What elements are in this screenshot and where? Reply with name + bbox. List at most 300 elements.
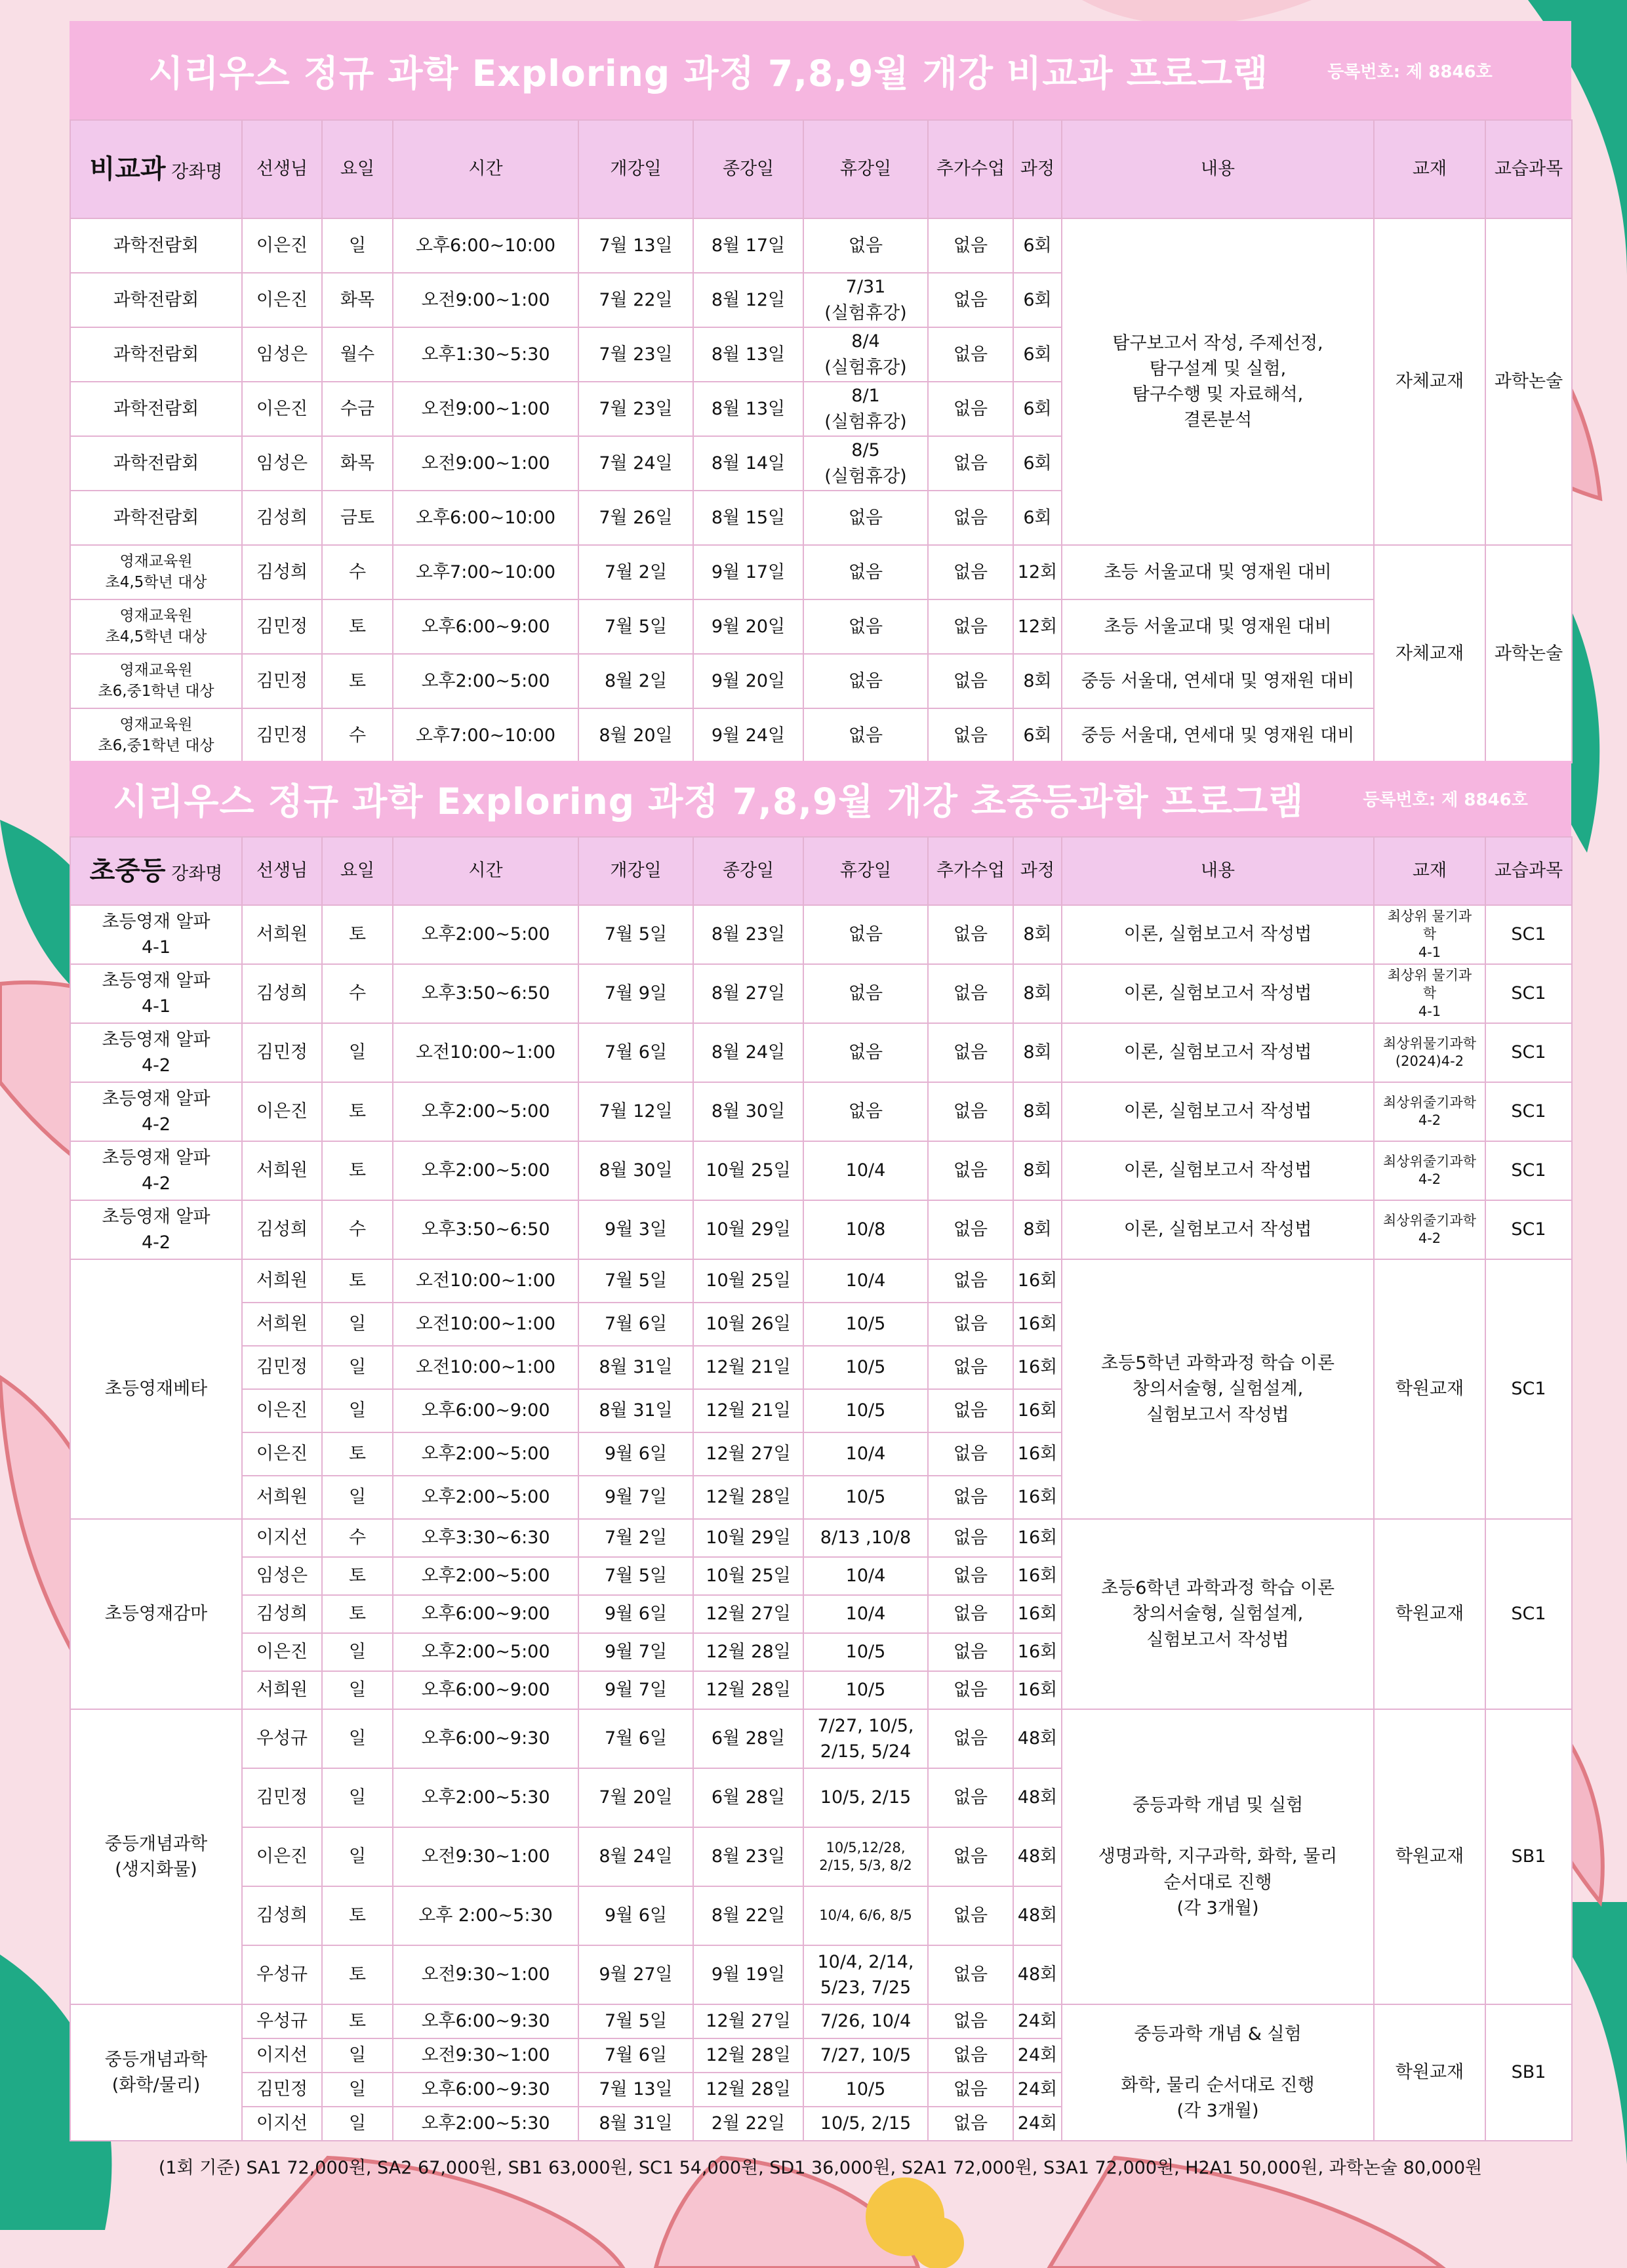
end-date-cell: 9월 20일 [693, 654, 803, 708]
content-cell: 초등6학년 과학과정 학습 이론 창의서술형, 실험설계, 실험보고서 작성법 [1062, 1519, 1374, 1709]
time-cell: 오후2:00~5:00 [393, 1557, 578, 1595]
table-row [70, 964, 1572, 1023]
teacher-cell: 이은진 [242, 1633, 322, 1671]
teacher-cell: 이은진 [242, 1827, 322, 1886]
start-date-cell: 7월 24일 [578, 436, 693, 491]
header-day: 요일 [322, 120, 393, 218]
header-sessions: 과정 [1013, 837, 1062, 905]
sessions-cell: 16회 [1013, 1389, 1062, 1432]
sessions-cell: 8회 [1013, 964, 1062, 1023]
start-date-cell: 8월 31일 [578, 1389, 693, 1432]
header-time: 시간 [393, 120, 578, 218]
start-date-cell: 7월 23일 [578, 327, 693, 382]
table-row [70, 1023, 1572, 1082]
teacher-cell: 우성규 [242, 1709, 322, 1768]
start-date-cell: 8월 2일 [578, 654, 693, 708]
break-cell: 없음 [803, 218, 928, 273]
day-cell: 토 [322, 905, 393, 964]
time-cell: 오후2:00~5:00 [393, 1633, 578, 1671]
teacher-cell: 이지선 [242, 1519, 322, 1557]
start-date-cell: 7월 20일 [578, 1768, 693, 1827]
start-date-cell: 8월 31일 [578, 2107, 693, 2141]
break-cell: 10/8 [803, 1200, 928, 1259]
break-cell: 7/27, 10/5, 2/15, 5/24 [803, 1709, 928, 1768]
book-cell: 자체교재 [1374, 545, 1485, 763]
break-cell: 없음 [803, 964, 928, 1023]
start-date-cell: 7월 5일 [578, 1557, 693, 1595]
header-end: 종강일 [693, 837, 803, 905]
time-cell: 오후 2:00~5:30 [393, 1886, 578, 1945]
time-cell: 오후1:30~5:30 [393, 327, 578, 382]
course-name-cell: 과학전람회 [70, 491, 242, 545]
day-cell: 수 [322, 708, 393, 763]
day-cell: 일 [322, 1709, 393, 1768]
header-teacher: 선생님 [242, 837, 322, 905]
extra-class-cell: 없음 [928, 708, 1013, 763]
end-date-cell: 8월 14일 [693, 436, 803, 491]
break-cell: 8/13 ,10/8 [803, 1519, 928, 1557]
start-date-cell: 9월 6일 [578, 1886, 693, 1945]
extra-class-cell: 없음 [928, 1259, 1013, 1303]
header-book: 교재 [1374, 837, 1485, 905]
day-cell: 토 [322, 1945, 393, 2004]
teacher-cell: 김민정 [242, 2073, 322, 2107]
extra-class-cell: 없음 [928, 1023, 1013, 1082]
start-date-cell: 7월 6일 [578, 2038, 693, 2073]
section1-title: 시리우스 정규 과학 Exploring 과정 7,8,9월 개강 비교과 프로그램 [148, 52, 1269, 94]
extra-class-cell: 없음 [928, 1671, 1013, 1709]
time-cell: 오후2:00~5:00 [393, 1082, 578, 1141]
header-teacher: 선생님 [242, 120, 322, 218]
time-cell: 오후6:00~10:00 [393, 491, 578, 545]
subject-cell: SC1 [1485, 1023, 1572, 1082]
teacher-cell: 서희원 [242, 905, 322, 964]
break-cell: 10/5 [803, 1346, 928, 1389]
time-cell: 오전9:00~1:00 [393, 273, 578, 327]
break-cell: 10/4 [803, 1557, 928, 1595]
course-name-cell: 초등영재 알파 4-2 [70, 1141, 242, 1200]
start-date-cell: 8월 24일 [578, 1827, 693, 1886]
day-cell: 일 [322, 1303, 393, 1346]
header-end: 종강일 [693, 120, 803, 218]
start-date-cell: 7월 26일 [578, 491, 693, 545]
start-date-cell: 7월 9일 [578, 964, 693, 1023]
extra-class-cell: 없음 [928, 1519, 1013, 1557]
book-cell: 학원교재 [1374, 1709, 1485, 2004]
extra-class-cell: 없음 [928, 1595, 1013, 1633]
course-name-cell: 영재교육원 초6,중1학년 대상 [70, 708, 242, 763]
teacher-cell: 김성희 [242, 491, 322, 545]
teacher-cell: 이은진 [242, 1082, 322, 1141]
break-cell: 10/5 [803, 1671, 928, 1709]
teacher-cell: 김민정 [242, 599, 322, 654]
course-name-cell: 초등영재 알파 4-1 [70, 905, 242, 964]
table-row [70, 1141, 1572, 1200]
start-date-cell: 9월 7일 [578, 1476, 693, 1519]
time-cell: 오후6:00~9:00 [393, 1595, 578, 1633]
end-date-cell: 8월 30일 [693, 1082, 803, 1141]
teacher-cell: 이은진 [242, 1432, 322, 1476]
extra-class-cell: 없음 [928, 218, 1013, 273]
extra-class-cell: 없음 [928, 1945, 1013, 2004]
subject-cell: 과학논술 [1485, 545, 1572, 763]
end-date-cell: 12월 21일 [693, 1346, 803, 1389]
break-cell: 10/5 [803, 1476, 928, 1519]
subject-cell: SB1 [1485, 1709, 1572, 2004]
end-date-cell: 10월 26일 [693, 1303, 803, 1346]
subject-cell: SC1 [1485, 1259, 1572, 1519]
day-cell: 수 [322, 1519, 393, 1557]
course-name-cell: 초등영재 알파 4-1 [70, 964, 242, 1023]
end-date-cell: 2월 22일 [693, 2107, 803, 2141]
time-cell: 오후6:00~10:00 [393, 218, 578, 273]
end-date-cell: 12월 27일 [693, 2004, 803, 2038]
table-row [70, 1082, 1572, 1141]
table-row [70, 654, 1572, 708]
break-cell: 10/4 [803, 1259, 928, 1303]
table-row [70, 1259, 1572, 1303]
end-date-cell: 10월 25일 [693, 1141, 803, 1200]
section1-banner [70, 21, 1571, 119]
book-cell: 최상위물기과학 (2024)4-2 [1374, 1023, 1485, 1082]
break-cell: 10/5 [803, 2073, 928, 2107]
time-cell: 오후2:00~5:00 [393, 905, 578, 964]
day-cell: 일 [322, 2038, 393, 2073]
extra-class-cell: 없음 [928, 1141, 1013, 1200]
end-date-cell: 12월 27일 [693, 1432, 803, 1476]
book-cell: 자체교재 [1374, 218, 1485, 545]
sessions-cell: 8회 [1013, 654, 1062, 708]
teacher-cell: 김민정 [242, 1346, 322, 1389]
time-cell: 오후6:00~9:00 [393, 599, 578, 654]
end-date-cell: 10월 25일 [693, 1557, 803, 1595]
break-cell: 없음 [803, 491, 928, 545]
header-content: 내용 [1062, 120, 1374, 218]
end-date-cell: 10월 29일 [693, 1200, 803, 1259]
teacher-cell: 서희원 [242, 1476, 322, 1519]
day-cell: 일 [322, 1633, 393, 1671]
section2-title: 시리우스 정규 과학 Exploring 과정 7,8,9월 개강 초중등과학 프로그램 [113, 780, 1304, 822]
sessions-cell: 6회 [1013, 382, 1062, 436]
extra-class-cell: 없음 [928, 1432, 1013, 1476]
content-cell: 이론, 실험보고서 작성법 [1062, 1023, 1374, 1082]
course-name-cell: 중등개념과학 (생지화물) [70, 1709, 242, 2004]
extra-class-cell: 없음 [928, 654, 1013, 708]
sessions-cell: 48회 [1013, 1709, 1062, 1768]
sessions-cell: 24회 [1013, 2004, 1062, 2038]
content-cell: 중등 서울대, 연세대 및 영재원 대비 [1062, 708, 1374, 763]
table-row [70, 1519, 1572, 1557]
sessions-cell: 48회 [1013, 1945, 1062, 2004]
teacher-cell: 이은진 [242, 218, 322, 273]
extra-class-cell: 없음 [928, 1389, 1013, 1432]
extra-class-cell: 없음 [928, 2038, 1013, 2073]
time-cell: 오후6:00~9:30 [393, 2004, 578, 2038]
break-cell: 10/5 [803, 1389, 928, 1432]
content-cell: 이론, 실험보고서 작성법 [1062, 905, 1374, 964]
sessions-cell: 16회 [1013, 1557, 1062, 1595]
header-course-name: 초중등 강좌명 [70, 837, 242, 905]
header-time: 시간 [393, 837, 578, 905]
extra-class-cell: 없음 [928, 1886, 1013, 1945]
section2-table [70, 836, 1573, 2141]
header-extra: 추가수업 [928, 837, 1013, 905]
sessions-cell: 12회 [1013, 599, 1062, 654]
extra-class-cell: 없음 [928, 436, 1013, 491]
end-date-cell: 12월 21일 [693, 1389, 803, 1432]
start-date-cell: 7월 2일 [578, 545, 693, 599]
break-cell: 7/27, 10/5 [803, 2038, 928, 2073]
day-cell: 일 [322, 1671, 393, 1709]
book-cell: 학원교재 [1374, 1519, 1485, 1709]
sessions-cell: 16회 [1013, 1303, 1062, 1346]
start-date-cell: 7월 5일 [578, 599, 693, 654]
table-row [70, 1709, 1572, 1768]
time-cell: 오후3:50~6:50 [393, 1200, 578, 1259]
break-cell: 10/5,12/28, 2/15, 5/3, 8/2 [803, 1827, 928, 1886]
day-cell: 토 [322, 1557, 393, 1595]
course-name-cell: 초등영재 알파 4-2 [70, 1023, 242, 1082]
teacher-cell: 김민정 [242, 1023, 322, 1082]
break-cell: 10/4, 6/6, 8/5 [803, 1886, 928, 1945]
subject-cell: 과학논술 [1485, 218, 1572, 545]
teacher-cell: 김성희 [242, 545, 322, 599]
break-cell: 없음 [803, 708, 928, 763]
sessions-cell: 8회 [1013, 1023, 1062, 1082]
teacher-cell: 김성희 [242, 1200, 322, 1259]
end-date-cell: 8월 23일 [693, 1827, 803, 1886]
break-cell: 10/4, 2/14, 5/23, 7/25 [803, 1945, 928, 2004]
day-cell: 토 [322, 1432, 393, 1476]
day-cell: 토 [322, 1259, 393, 1303]
start-date-cell: 8월 30일 [578, 1141, 693, 1200]
teacher-cell: 서희원 [242, 1141, 322, 1200]
start-date-cell: 9월 6일 [578, 1432, 693, 1476]
book-cell: 학원교재 [1374, 1259, 1485, 1519]
time-cell: 오전9:30~1:00 [393, 1945, 578, 2004]
course-name-cell: 과학전람회 [70, 436, 242, 491]
extra-class-cell: 없음 [928, 545, 1013, 599]
day-cell: 일 [322, 1476, 393, 1519]
teacher-cell: 김민정 [242, 654, 322, 708]
sessions-cell: 16회 [1013, 1633, 1062, 1671]
extra-class-cell: 없음 [928, 327, 1013, 382]
book-cell: 최상위줄기과학 4-2 [1374, 1200, 1485, 1259]
break-cell: 7/31 (실험휴강) [803, 273, 928, 327]
day-cell: 일 [322, 1389, 393, 1432]
header-start: 개강일 [578, 120, 693, 218]
course-name-cell: 과학전람회 [70, 327, 242, 382]
extra-class-cell: 없음 [928, 1346, 1013, 1389]
table-row [70, 545, 1572, 599]
start-date-cell: 7월 5일 [578, 2004, 693, 2038]
course-name-cell: 중등개념과학 (화학/물리) [70, 2004, 242, 2141]
sessions-cell: 6회 [1013, 491, 1062, 545]
start-date-cell: 9월 27일 [578, 1945, 693, 2004]
day-cell: 토 [322, 1595, 393, 1633]
sessions-cell: 16회 [1013, 1259, 1062, 1303]
day-cell: 화목 [322, 436, 393, 491]
start-date-cell: 7월 13일 [578, 218, 693, 273]
extra-class-cell: 없음 [928, 2107, 1013, 2141]
teacher-cell: 김성희 [242, 964, 322, 1023]
break-cell: 10/4 [803, 1141, 928, 1200]
day-cell: 토 [322, 2004, 393, 2038]
sessions-cell: 48회 [1013, 1886, 1062, 1945]
day-cell: 일 [322, 218, 393, 273]
end-date-cell: 12월 28일 [693, 1476, 803, 1519]
time-cell: 오전10:00~1:00 [393, 1023, 578, 1082]
subject-cell: SC1 [1485, 1200, 1572, 1259]
content-cell: 중등과학 개념 & 실험 화학, 물리 순서대로 진행 (각 3개월) [1062, 2004, 1374, 2141]
header-sessions: 과정 [1013, 120, 1062, 218]
teacher-cell: 이은진 [242, 1389, 322, 1432]
sessions-cell: 6회 [1013, 708, 1062, 763]
sessions-cell: 12회 [1013, 545, 1062, 599]
extra-class-cell: 없음 [928, 1200, 1013, 1259]
extra-class-cell: 없음 [928, 1768, 1013, 1827]
break-cell: 10/4 [803, 1595, 928, 1633]
teacher-cell: 서희원 [242, 1671, 322, 1709]
start-date-cell: 7월 6일 [578, 1023, 693, 1082]
start-date-cell: 7월 5일 [578, 905, 693, 964]
end-date-cell: 12월 28일 [693, 2038, 803, 2073]
course-name-cell: 영재교육원 초4,5학년 대상 [70, 545, 242, 599]
end-date-cell: 9월 20일 [693, 599, 803, 654]
sessions-cell: 24회 [1013, 2107, 1062, 2141]
book-cell: 최상위 물기과 학 4-1 [1374, 964, 1485, 1023]
teacher-cell: 우성규 [242, 2004, 322, 2038]
day-cell: 수 [322, 964, 393, 1023]
teacher-cell: 이은진 [242, 273, 322, 327]
start-date-cell: 8월 31일 [578, 1346, 693, 1389]
extra-class-cell: 없음 [928, 1303, 1013, 1346]
teacher-cell: 서희원 [242, 1303, 322, 1346]
teacher-cell: 김성희 [242, 1886, 322, 1945]
day-cell: 화목 [322, 273, 393, 327]
sessions-cell: 48회 [1013, 1768, 1062, 1827]
break-cell: 7/26, 10/4 [803, 2004, 928, 2038]
time-cell: 오후2:00~5:30 [393, 1768, 578, 1827]
break-cell: 없음 [803, 654, 928, 708]
course-name-cell: 영재교육원 초4,5학년 대상 [70, 599, 242, 654]
content-cell: 초등 서울교대 및 영재원 대비 [1062, 599, 1374, 654]
end-date-cell: 8월 17일 [693, 218, 803, 273]
start-date-cell: 7월 5일 [578, 1259, 693, 1303]
end-date-cell: 9월 19일 [693, 1945, 803, 2004]
teacher-cell: 김민정 [242, 1768, 322, 1827]
day-cell: 토 [322, 1141, 393, 1200]
content-cell: 이론, 실험보고서 작성법 [1062, 1082, 1374, 1141]
start-date-cell: 7월 22일 [578, 273, 693, 327]
end-date-cell: 6월 28일 [693, 1709, 803, 1768]
section1-registration: 등록번호: 제 8846호 [1327, 62, 1493, 82]
break-cell: 10/5, 2/15 [803, 1768, 928, 1827]
extra-class-cell: 없음 [928, 1557, 1013, 1595]
sessions-cell: 8회 [1013, 1082, 1062, 1141]
day-cell: 일 [322, 2107, 393, 2141]
end-date-cell: 9월 17일 [693, 545, 803, 599]
start-date-cell: 9월 7일 [578, 1671, 693, 1709]
teacher-cell: 서희원 [242, 1259, 322, 1303]
break-cell: 없음 [803, 545, 928, 599]
break-cell: 10/5 [803, 1303, 928, 1346]
end-date-cell: 8월 27일 [693, 964, 803, 1023]
table-row [70, 708, 1572, 763]
book-cell: 최상위줄기과학 4-2 [1374, 1082, 1485, 1141]
course-name-cell: 초등영재감마 [70, 1519, 242, 1709]
break-cell: 10/5 [803, 1633, 928, 1671]
sessions-cell: 48회 [1013, 1827, 1062, 1886]
time-cell: 오후2:00~5:30 [393, 2107, 578, 2141]
course-name-cell: 초등영재베타 [70, 1259, 242, 1519]
content-cell: 초등5학년 과학과정 학습 이론 창의서술형, 실험설계, 실험보고서 작성법 [1062, 1259, 1374, 1519]
content-cell: 이론, 실험보고서 작성법 [1062, 1141, 1374, 1200]
day-cell: 일 [322, 2073, 393, 2107]
teacher-cell: 우성규 [242, 1945, 322, 2004]
sessions-cell: 24회 [1013, 2073, 1062, 2107]
time-cell: 오후6:00~9:00 [393, 1671, 578, 1709]
time-cell: 오후6:00~9:30 [393, 2073, 578, 2107]
time-cell: 오전9:00~1:00 [393, 436, 578, 491]
end-date-cell: 12월 28일 [693, 1633, 803, 1671]
break-cell: 없음 [803, 599, 928, 654]
break-cell: 10/4 [803, 1432, 928, 1476]
teacher-cell: 이지선 [242, 2038, 322, 2073]
extra-class-cell: 없음 [928, 1082, 1013, 1141]
break-cell: 8/1 (실험휴강) [803, 382, 928, 436]
sessions-cell: 16회 [1013, 1519, 1062, 1557]
day-cell: 토 [322, 1082, 393, 1141]
start-date-cell: 7월 23일 [578, 382, 693, 436]
header-course-name: 비교과 강좌명 [70, 120, 242, 218]
header-start: 개강일 [578, 837, 693, 905]
day-cell: 토 [322, 654, 393, 708]
course-name-cell: 초등영재 알파 4-2 [70, 1082, 242, 1141]
end-date-cell: 10월 29일 [693, 1519, 803, 1557]
section2-banner [70, 761, 1571, 836]
time-cell: 오후2:00~5:00 [393, 1141, 578, 1200]
break-cell: 8/5 (실험휴강) [803, 436, 928, 491]
book-cell: 최상위 물기과 학 4-1 [1374, 905, 1485, 964]
course-name-cell: 과학전람회 [70, 218, 242, 273]
price-footer: (1회 기준) SA1 72,000원, SA2 67,000원, SB1 63,000원, SC1 54,000원, SD1 36,000원, S2A1 72,000원, S3A1 72,000원, H2A1 50,000원, 과학논술 80,000원 [158, 2158, 1483, 2178]
start-date-cell: 8월 20일 [578, 708, 693, 763]
time-cell: 오후3:50~6:50 [393, 964, 578, 1023]
subject-cell: SC1 [1485, 1141, 1572, 1200]
day-cell: 수 [322, 1200, 393, 1259]
end-date-cell: 9월 24일 [693, 708, 803, 763]
end-date-cell: 8월 23일 [693, 905, 803, 964]
start-date-cell: 7월 13일 [578, 2073, 693, 2107]
sessions-cell: 16회 [1013, 1346, 1062, 1389]
time-cell: 오후6:00~9:30 [393, 1709, 578, 1768]
subject-cell: SB1 [1485, 2004, 1572, 2141]
extra-class-cell: 없음 [928, 273, 1013, 327]
time-cell: 오전10:00~1:00 [393, 1346, 578, 1389]
end-date-cell: 12월 28일 [693, 1671, 803, 1709]
break-cell: 없음 [803, 905, 928, 964]
time-cell: 오후2:00~5:00 [393, 1432, 578, 1476]
teacher-cell: 임성은 [242, 1557, 322, 1595]
header-extra: 추가수업 [928, 120, 1013, 218]
sessions-cell: 6회 [1013, 436, 1062, 491]
extra-class-cell: 없음 [928, 1709, 1013, 1768]
end-date-cell: 12월 27일 [693, 1595, 803, 1633]
end-date-cell: 8월 15일 [693, 491, 803, 545]
time-cell: 오후7:00~10:00 [393, 708, 578, 763]
sessions-cell: 6회 [1013, 273, 1062, 327]
